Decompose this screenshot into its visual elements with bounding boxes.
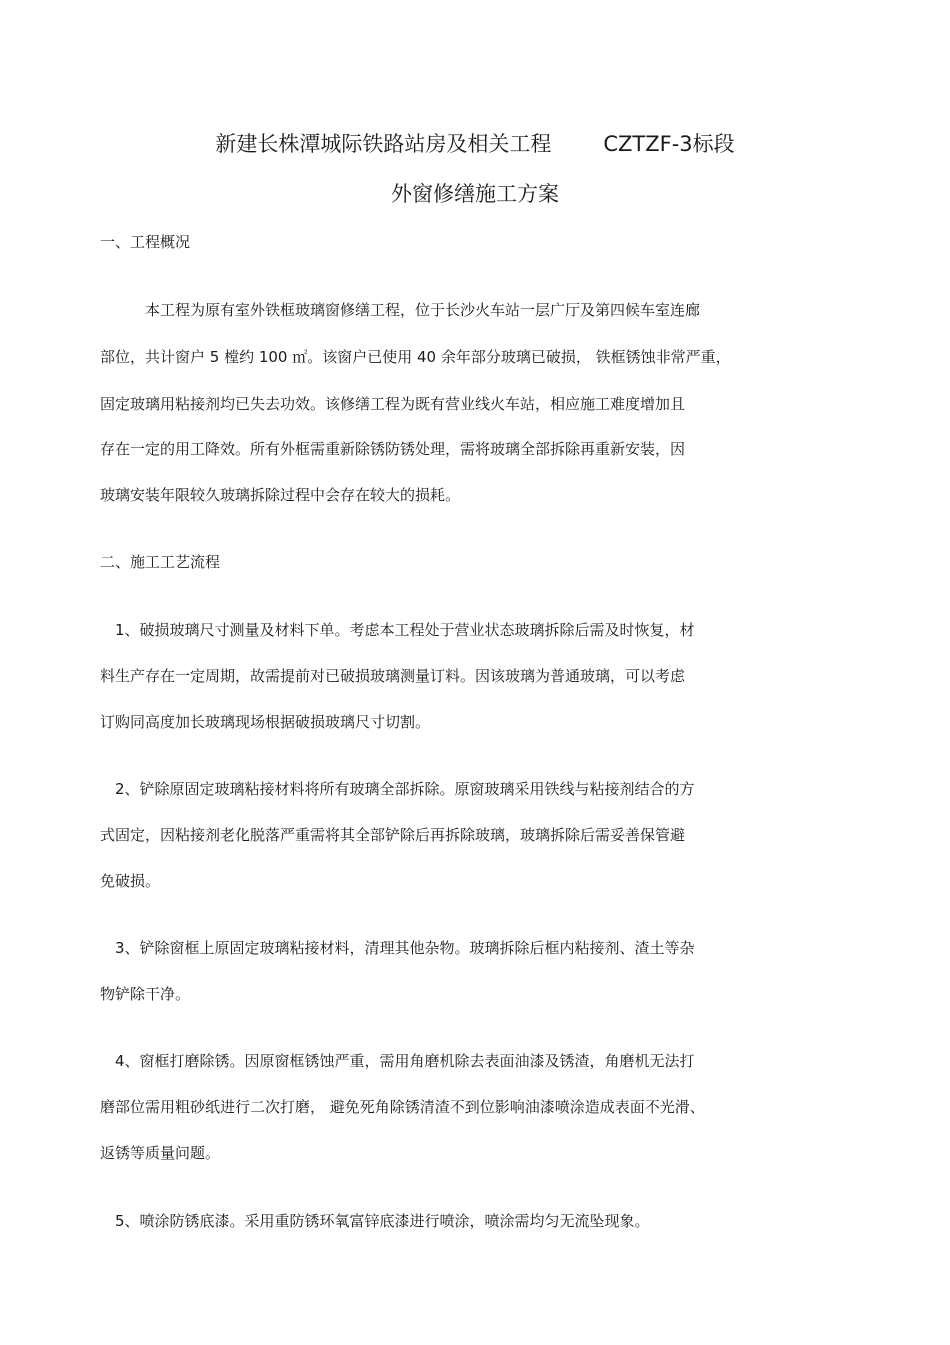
- section-heading-overview: 一、工程概况: [100, 233, 191, 251]
- step-line: 订购同高度加长玻璃现场根据破损玻璃尺寸切割。: [100, 713, 431, 731]
- step-line: 免破损。: [100, 872, 161, 890]
- step-line: 1、破损玻璃尺寸测量及材料下单。考虑本工程处于营业状态玻璃拆除后需及时恢复，材: [115, 621, 695, 639]
- step-line: 磨部位需用粗砂纸进行二次打磨， 避免死角除锈清渣不到位影响油漆喷涂造成表面不光滑、: [100, 1098, 705, 1116]
- step-line: 返锈等质量问题。: [100, 1144, 221, 1162]
- title-part-2: CZTZF-3标段: [603, 132, 735, 156]
- paragraph-line: 本工程为原有室外铁框玻璃窗修缮工程，位于长沙火车站一层广厅及第四候车室连廊: [145, 301, 701, 319]
- paragraph-line: 玻璃安装年限较久玻璃拆除过程中会存在较大的损耗。: [100, 486, 461, 504]
- step-line: 4、窗框打磨除锈。因原窗框锈蚀严重，需用角磨机除去表面油漆及锈渣，角磨机无法打: [115, 1052, 695, 1070]
- step-line: 物铲除干净。: [100, 985, 191, 1003]
- step-line: 5、喷涂防锈底漆。采用重防锈环氧富锌底漆进行喷涂，喷涂需均匀无流坠现象。: [115, 1212, 650, 1230]
- paragraph-line: 存在一定的用工降效。所有外框需重新除锈防锈处理，需将玻璃全部拆除再重新安装，因: [100, 440, 686, 458]
- title-part-1: 新建长株潭城际铁路站房及相关工程: [215, 132, 552, 156]
- step-line: 2、铲除原固定玻璃粘接材料将所有玻璃全部拆除。原窗玻璃采用铁线与粘接剂结合的方: [115, 780, 695, 798]
- paragraph-line: 部位，共计窗户 5 樘约 100 ㎡。该窗户已使用 40 余年部分玻璃已破损， 铁框锈蚀非常严重，: [100, 348, 731, 366]
- step-line: 3、铲除窗框上原固定玻璃粘接材料，清理其他杂物。玻璃拆除后框内粘接剂、渣土等杂: [115, 939, 695, 957]
- document-title: [0, 130, 950, 158]
- step-line: 式固定，因粘接剂老化脱落严重需将其全部铲除后再拆除玻璃，玻璃拆除后需妥善保管避: [100, 826, 686, 844]
- step-line: 料生产存在一定周期，故需提前对已破损玻璃测量订料。因该玻璃为普通玻璃，可以考虑: [100, 667, 686, 685]
- document-subtitle: 外窗修缮施工方案: [391, 182, 559, 206]
- section-heading-process: 二、施工工艺流程: [100, 553, 221, 571]
- paragraph-line: 固定玻璃用粘接剂均已失去功效。该修缮工程为既有营业线火车站，相应施工难度增加且: [100, 395, 686, 413]
